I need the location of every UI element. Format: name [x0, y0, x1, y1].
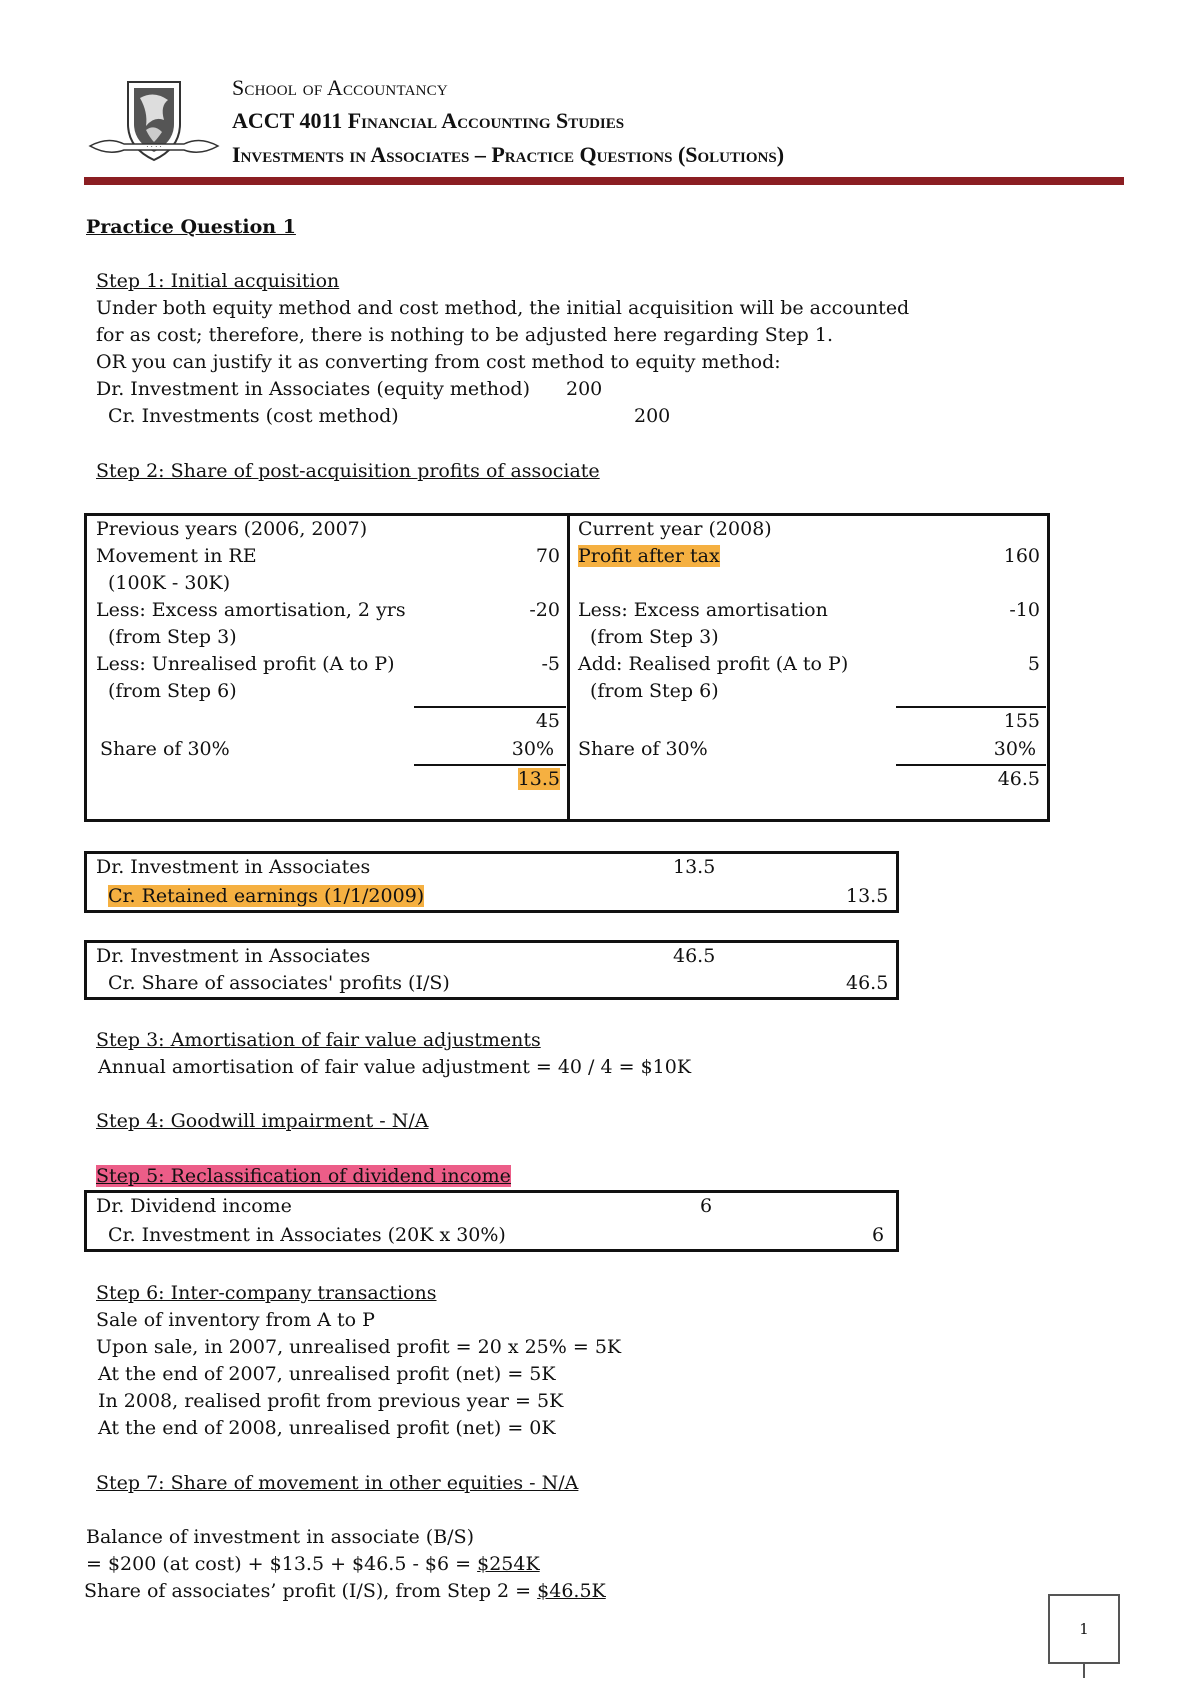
- step1-dr-label: Dr. Investment in Associates (equity method): [96, 378, 531, 400]
- step2-right-subtotal: 155: [1003, 710, 1040, 732]
- school-name: School of Accountancy: [232, 75, 448, 100]
- university-crest-logo: [88, 76, 220, 168]
- journal1-cr-value: 13.5: [846, 885, 889, 907]
- step2-right-row-label: (from Step 6): [590, 680, 719, 702]
- step5-cr-label: Cr. Investment in Associates (20K x 30%): [108, 1224, 506, 1246]
- step2-left-share-label: Share of 30%: [100, 738, 230, 760]
- step7-title: Step 7: Share of movement in other equities - N/A: [96, 1472, 579, 1494]
- summary-line-1: Balance of investment in associate (B/S): [86, 1526, 475, 1548]
- step2-right-share-value: 30%: [993, 738, 1036, 760]
- step3-title: Step 3: Amortisation of fair value adjustments: [96, 1029, 541, 1051]
- page-number: 1: [1048, 1594, 1120, 1664]
- step5-cr-value: 6: [872, 1224, 885, 1246]
- step1-dr-value: 200: [566, 378, 603, 400]
- summary-line-3: Share of associates’ profit (I/S), from Step 2 = $46.5K: [84, 1580, 606, 1602]
- balance-answer: $254K: [477, 1553, 540, 1575]
- step1-line: for as cost; therefore, there is nothing to be adjusted here regarding Step 1.: [96, 324, 834, 346]
- journal2-cr-label: Cr. Share of associates' profits (I/S): [108, 972, 450, 994]
- step2-right-row-value: 5: [1027, 653, 1040, 675]
- journal1-dr-value: 13.5: [673, 856, 716, 878]
- journal2-dr-label: Dr. Investment in Associates: [96, 945, 371, 967]
- svg-text:· · · ·: · · · ·: [146, 143, 162, 151]
- course-title: [232, 108, 624, 134]
- step6-line: Upon sale, in 2007, unrealised profit = 20 x 25% = 5K: [96, 1336, 622, 1358]
- step6-line: At the end of 2008, unrealised profit (net) = 0K: [98, 1417, 556, 1439]
- question-title: Practice Question 1: [86, 216, 296, 238]
- step2-left-heading: Previous years (2006, 2007): [96, 518, 368, 540]
- step5-title: Step 5: Reclassification of dividend income: [96, 1165, 511, 1187]
- step2-right-row-value: 160: [1003, 545, 1040, 567]
- header-rule: [84, 177, 1124, 185]
- journal2-dr-value: 46.5: [673, 945, 716, 967]
- step2-left-row-label: (from Step 3): [108, 626, 237, 648]
- step1-line: Under both equity method and cost method, the initial acquisition will be accounted: [96, 297, 910, 319]
- step2-left-row-label: (from Step 6): [108, 680, 237, 702]
- step3-line: Annual amortisation of fair value adjustment = 40 / 4 = $10K: [98, 1056, 692, 1078]
- step1-title: Step 1: Initial acquisition: [96, 270, 340, 292]
- step6-title: Step 6: Inter-company transactions: [96, 1282, 437, 1304]
- step1-cr-label: Cr. Investments (cost method): [108, 405, 399, 427]
- document-title: Investments in Associates – Practice Questions (Solutions): [232, 142, 785, 167]
- step2-right-result: 46.5: [997, 768, 1040, 790]
- step2-left-row-value: 70: [535, 545, 560, 567]
- step2-left-row-label: (100K - 30K): [108, 572, 231, 594]
- step6-line: In 2008, realised profit from previous year = 5K: [98, 1390, 564, 1412]
- page-number-tick: [1083, 1664, 1085, 1678]
- step2-table-divider: [567, 513, 570, 822]
- step2-left-subtotal: 45: [535, 710, 560, 732]
- step2-left-row-label: Movement in RE: [96, 545, 257, 567]
- step1-line: OR you can justify it as converting from cost method to equity method:: [96, 351, 781, 373]
- step2-left-row-value: -20: [529, 599, 560, 621]
- step2-left-result: 13.5: [517, 768, 560, 790]
- step2-right-row-label: Less: Excess amortisation: [578, 599, 828, 621]
- step2-left-share-value: 30%: [511, 738, 554, 760]
- step2-right-row-value: -10: [1009, 599, 1040, 621]
- step2-left-row-label: Less: Unrealised profit (A to P): [96, 653, 395, 675]
- step1-cr-value: 200: [634, 405, 671, 427]
- step6-line: At the end of 2007, unrealised profit (net) = 5K: [98, 1363, 556, 1385]
- step6-line: Sale of inventory from A to P: [96, 1309, 375, 1331]
- journal2-cr-value: 46.5: [846, 972, 889, 994]
- step2-title: Step 2: Share of post-acquisition profits of associate: [96, 460, 600, 482]
- step2-right-heading: Current year (2008): [578, 518, 772, 540]
- course-name: Financial Accounting Studies: [347, 108, 625, 133]
- step5-dr-label: Dr. Dividend income: [96, 1195, 292, 1217]
- step2-right-row-label: Profit after tax: [578, 545, 720, 567]
- step2-right-row-label: Add: Realised profit (A to P): [578, 653, 849, 675]
- journal1-dr-label: Dr. Investment in Associates: [96, 856, 371, 878]
- course-code: ACCT 4011: [232, 108, 343, 133]
- journal1-cr-label: Cr. Retained earnings (1/1/2009): [108, 885, 425, 907]
- step2-left-row-label: Less: Excess amortisation, 2 yrs: [96, 599, 406, 621]
- summary-line-2: = $200 (at cost) + $13.5 + $46.5 - $6 = $254K: [86, 1553, 540, 1575]
- step2-right-share-label: Share of 30%: [578, 738, 708, 760]
- step2-right-row-label: (from Step 3): [590, 626, 719, 648]
- step5-dr-value: 6: [700, 1195, 713, 1217]
- profit-answer: $46.5K: [537, 1580, 606, 1602]
- step2-left-row-value: -5: [541, 653, 560, 675]
- step4-title: Step 4: Goodwill impairment - N/A: [96, 1110, 429, 1132]
